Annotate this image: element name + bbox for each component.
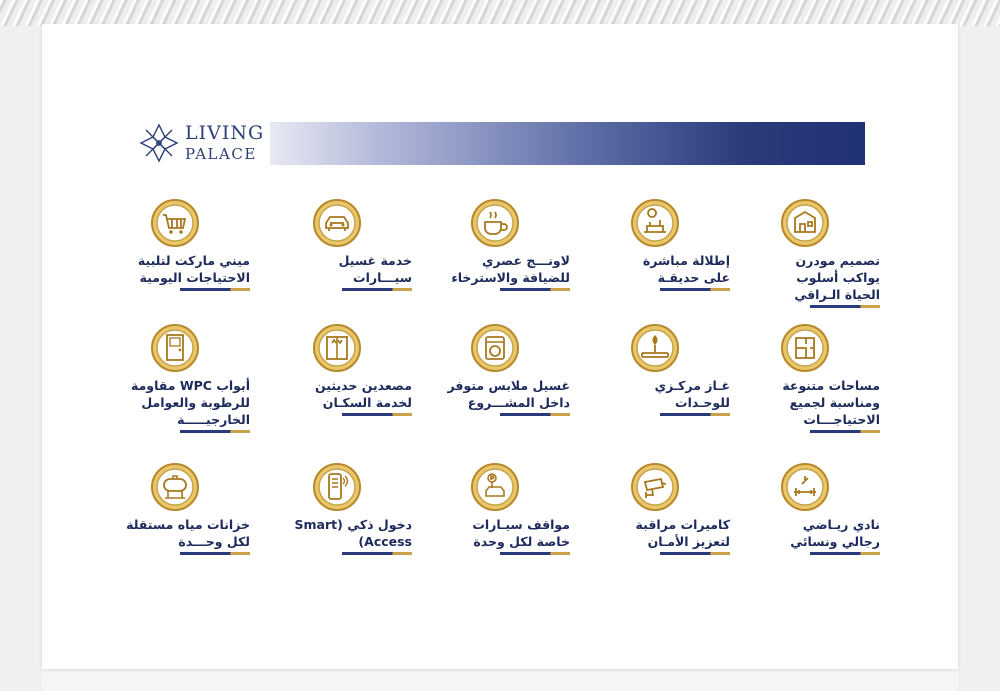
feature-lounge xyxy=(420,198,570,291)
left-margin xyxy=(0,26,42,691)
bottom-margin xyxy=(42,669,958,691)
feature-label: غسيل ملابس متوفر داخل المشـــروع xyxy=(447,378,570,410)
security-camera-icon xyxy=(630,462,680,512)
feature-smart-access xyxy=(262,462,412,555)
feature-label: مواقف سيـارات خاصة لكل وحدة xyxy=(472,517,570,549)
feature-label: خدمة غسيل سيـــارات xyxy=(338,253,412,285)
gym-icon xyxy=(780,462,830,512)
feature-modern-design xyxy=(730,198,880,308)
door-icon xyxy=(150,323,200,373)
feature-parking xyxy=(420,462,570,555)
feature-gym xyxy=(730,462,880,555)
label-underline xyxy=(180,552,250,555)
garden-view-icon xyxy=(630,198,680,248)
feature-label: لاونـــج عصري للضيافة والاسترخاء xyxy=(451,253,570,285)
right-margin xyxy=(958,26,1000,691)
label-underline xyxy=(660,413,730,416)
feature-label: تصميم مودرن يواكب أسلوب الحياة الـراقي xyxy=(794,253,880,302)
car-wash-icon xyxy=(312,198,362,248)
label-underline xyxy=(342,552,412,555)
label-underline xyxy=(342,288,412,291)
feature-central-gas xyxy=(580,323,730,416)
feature-water-tanks xyxy=(100,462,250,555)
label-underline xyxy=(660,552,730,555)
feature-label: خزانات مياه مستقلة لكل وحـــدة xyxy=(126,517,250,549)
label-underline xyxy=(500,413,570,416)
label-underline xyxy=(810,430,880,433)
shopping-cart-icon xyxy=(150,198,200,248)
smart-lock-icon xyxy=(312,462,362,512)
header-gradient-band xyxy=(270,122,865,165)
water-tank-icon xyxy=(150,462,200,512)
feature-label: دخول ذكي (Smart Access) xyxy=(294,517,412,549)
feature-garden-view xyxy=(580,198,730,291)
feature-car-wash xyxy=(262,198,412,291)
feature-cctv xyxy=(580,462,730,555)
top-decorative-pattern xyxy=(0,0,1000,26)
brand-logo xyxy=(138,122,263,166)
feature-label: مصعدين حديثين لخدمة السكـان xyxy=(314,378,412,410)
label-underline xyxy=(180,430,250,433)
feature-label: غـاز مركـزي للوحـدات xyxy=(654,378,730,410)
label-underline xyxy=(810,305,880,308)
washing-machine-icon xyxy=(470,323,520,373)
brand-name-line2: PALACE xyxy=(185,145,257,163)
feature-label: إطلالة مباشرة على حديقـة xyxy=(642,253,730,285)
feature-label: كاميرات مراقبة لتعزيز الأمـان xyxy=(635,517,730,549)
gas-pipe-icon xyxy=(630,323,680,373)
elevator-icon xyxy=(312,323,362,373)
coffee-cup-icon xyxy=(470,198,520,248)
feature-label: ميني ماركت لتلبية الاحتياجات اليومية xyxy=(137,253,250,285)
brand-emblem-icon xyxy=(138,122,180,164)
feature-mini-market xyxy=(100,198,250,291)
feature-label: أبواب WPC مقاومة للرطوبة والعوامل الخارجيـــــة xyxy=(130,378,250,427)
parking-icon xyxy=(470,462,520,512)
label-underline xyxy=(660,288,730,291)
label-underline xyxy=(500,552,570,555)
label-underline xyxy=(810,552,880,555)
modern-house-icon xyxy=(780,198,830,248)
feature-laundry xyxy=(420,323,570,416)
label-underline xyxy=(342,413,412,416)
label-underline xyxy=(500,288,570,291)
feature-wpc-doors xyxy=(100,323,250,433)
floor-plan-icon xyxy=(780,323,830,373)
feature-label: مساحات متنوعة ومناسبة لجميع الاحتياجـــات xyxy=(782,378,880,427)
feature-varied-spaces xyxy=(730,323,880,433)
brand-name-line1: LIVING xyxy=(185,122,265,144)
feature-label: نادي ريـاضي رجالي ونسائي xyxy=(790,517,880,549)
label-underline xyxy=(180,288,250,291)
feature-elevators xyxy=(262,323,412,416)
